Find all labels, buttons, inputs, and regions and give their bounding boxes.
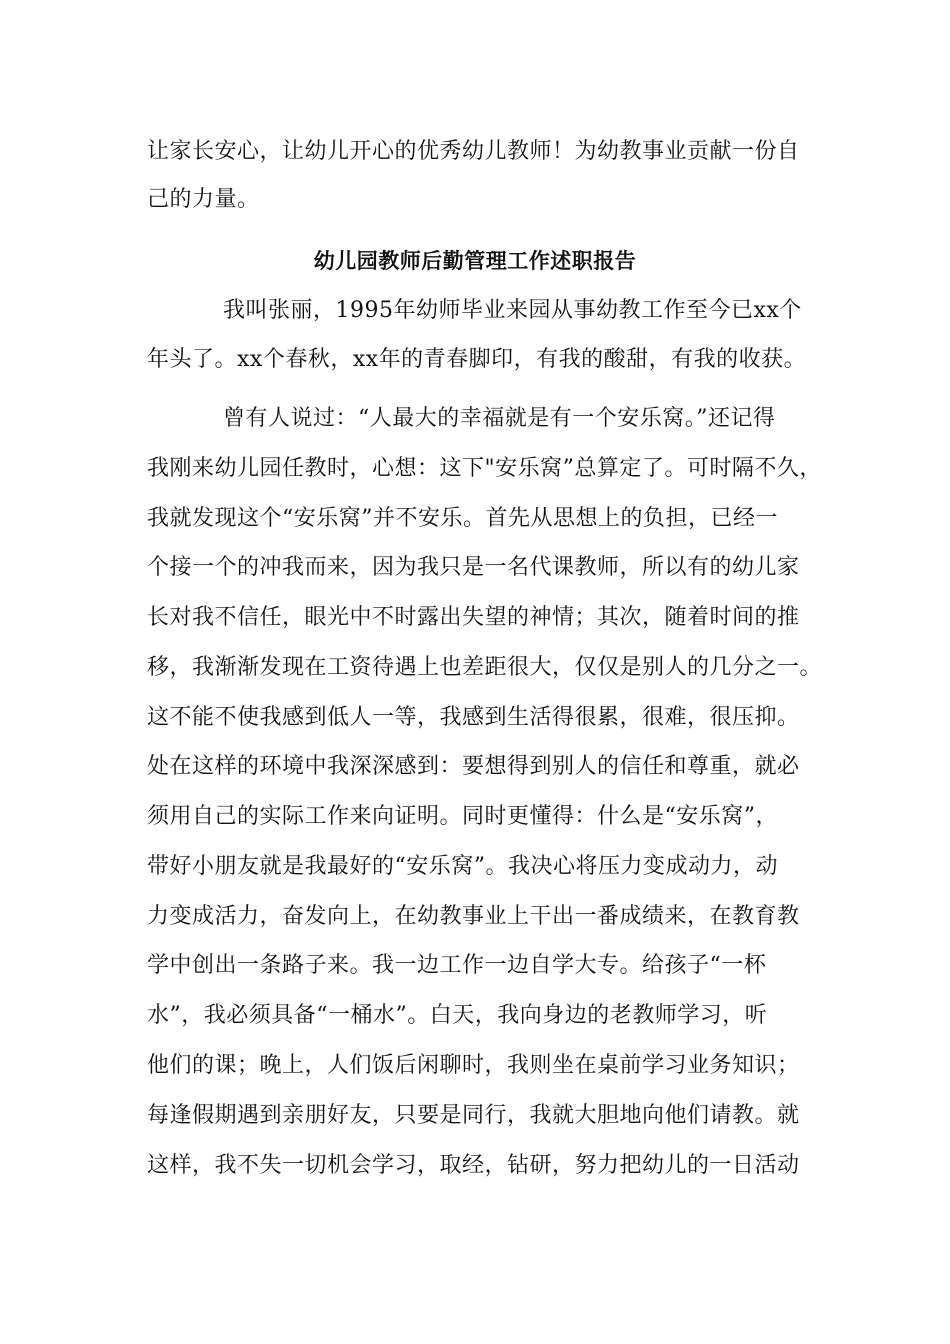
paragraph2-line-8: 处在这样的环境中我深深感到：要想得到别人的信任和尊重，就必 (147, 754, 800, 779)
paragraph2-line-11: 力变成活力，奋发向上，在幼教事业上干出一番成绩来，在教育教 (147, 904, 800, 929)
intro-line-2: 己的力量。 (147, 187, 260, 212)
paragraph2-line-14: 他们的课；晚上，人们饭后闲聊时，我则坐在桌前学习业务知识； (147, 1053, 800, 1078)
paragraph2-line-6: 移，我渐渐发现在工资待遇上也差距很大，仅仅是别人的几分之一。 (147, 655, 823, 680)
paragraph2-line-10: 带好小朋友就是我最好的“安乐窝”。我决心将压力变成动力，动 (147, 854, 778, 879)
paragraph2-line-1: 曾有人说过：“人最大的幸福就是有一个安乐窝。”还记得 (223, 406, 776, 431)
paragraph2-line-2: 我刚来幼儿园任教时，心想：这下"安乐窝”总算定了。可时隔不久， (147, 456, 822, 481)
paragraph2-line-3: 我就发现这个“安乐窝”并不安乐。首先从思想上的负担，已经一 (147, 506, 778, 531)
paragraph1-line-2: 年头了。xx个春秋，xx年的青春脚印，有我的酸甜，有我的收获。 (147, 347, 807, 372)
paragraph2-line-16: 这样，我不失一切机会学习，取经，钻研，努力把幼儿的一日活动 (147, 1153, 800, 1178)
paragraph2-line-4: 个接一个的冲我而来，因为我只是一名代课教师，所以有的幼儿家 (147, 555, 800, 580)
paragraph2-line-7: 这不能不使我感到低人一等，我感到生活得很累，很难，很压抑。 (147, 705, 800, 730)
paragraph2-line-13: 水”，我必须具备“一桶水”。白天，我向身边的老教师学习，听 (147, 1003, 768, 1028)
paragraph2-line-15: 每逢假期遇到亲朋好友，只要是同行，我就大胆地向他们请教。就 (147, 1103, 800, 1128)
paragraph2-line-5: 长对我不信任，眼光中不时露出失望的神情；其次，随着时间的推 (147, 605, 800, 630)
intro-line-1: 让家长安心，让幼儿开心的优秀幼儿教师！为幼教事业贡献一份自 (147, 139, 800, 164)
report-title: 幼儿园教师后勤管理工作述职报告 (313, 248, 637, 273)
paragraph1-line-1: 我叫张丽，1995年幼师毕业来园从事幼教工作至今已xx个 (223, 298, 802, 323)
paragraph2-line-9: 须用自己的实际工作来向证明。同时更懂得：什么是“安乐窝”， (147, 804, 778, 829)
paragraph2-line-12: 学中创出一条路子来。我一边工作一边自学大专。给孩子“一杯 (147, 953, 767, 978)
